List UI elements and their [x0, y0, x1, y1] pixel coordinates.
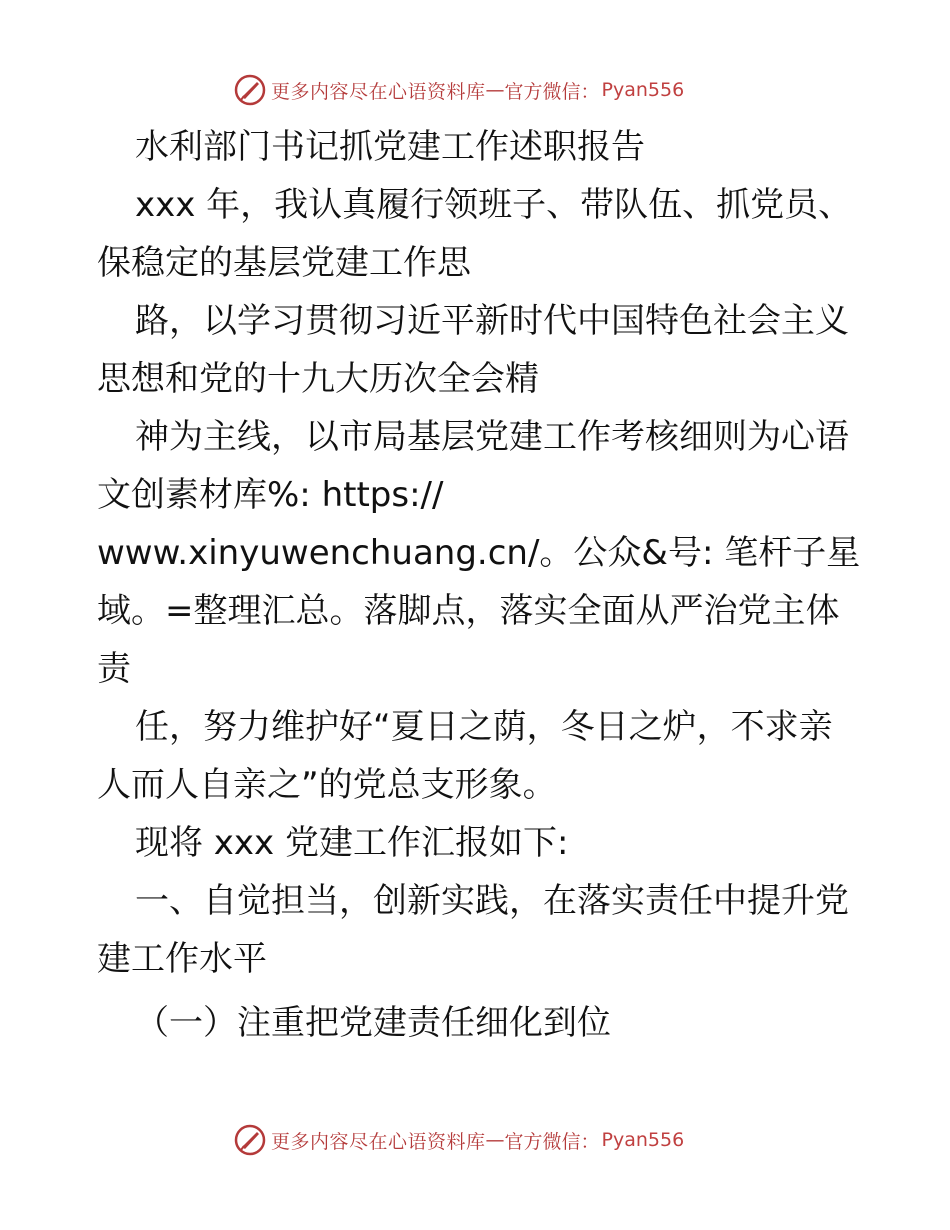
- document-title: 水利部门书记抓党建工作述职报告: [135, 127, 645, 167]
- paragraph-line: 责: [97, 649, 131, 689]
- subsection-heading: （一）注重把党建责任细化到位: [135, 1003, 611, 1043]
- watermark-separator: —: [485, 1129, 505, 1151]
- watermark-account: Pyan556: [601, 1129, 685, 1151]
- paragraph-line: 思想和党的十九大历次全会精: [97, 359, 539, 399]
- watermark-main-text: 更多内容尽在心语资料库: [271, 80, 486, 103]
- watermark-sub-text: 官方微信：: [504, 1130, 600, 1153]
- paragraph-line: 保稳定的基层党建工作思: [97, 243, 471, 283]
- footer-watermark: [233, 1120, 684, 1160]
- paragraph-line: www.xinyuwenchuang.cn/。公众&号: 笔杆子星: [97, 533, 861, 573]
- paragraph-line: 路，以学习贯彻习近平新时代中国特色社会主义: [135, 301, 849, 341]
- watermark-main-text: 更多内容尽在心语资料库: [271, 1130, 486, 1153]
- header-watermark: [233, 70, 684, 110]
- paragraph-line: 人而人自亲之”的党总支形象。: [97, 765, 557, 805]
- watermark-account: Pyan556: [601, 79, 685, 101]
- quill-seal-icon: [233, 1123, 267, 1157]
- section-heading: 建工作水平: [97, 939, 267, 979]
- quill-seal-icon: [233, 73, 267, 107]
- paragraph-line: 域。=整理汇总。落脚点，落实全面从严治党主体: [97, 591, 840, 631]
- paragraph-line: 神为主线，以市局基层党建工作考核细则为心语: [135, 417, 849, 457]
- section-heading: 一、自觉担当，创新实践，在落实责任中提升党: [135, 881, 849, 921]
- paragraph-line: 文创素材库%: https://: [97, 475, 444, 515]
- paragraph-line: 现将 xxx 党建工作汇报如下:: [135, 823, 569, 863]
- watermark-sub-text: 官方微信：: [504, 80, 600, 103]
- paragraph-line: 任，努力维护好“夏日之荫，冬日之炉，不求亲: [135, 707, 833, 747]
- paragraph-line: xxx 年，我认真履行领班子、带队伍、抓党员、: [135, 185, 853, 225]
- watermark-separator: —: [485, 79, 505, 101]
